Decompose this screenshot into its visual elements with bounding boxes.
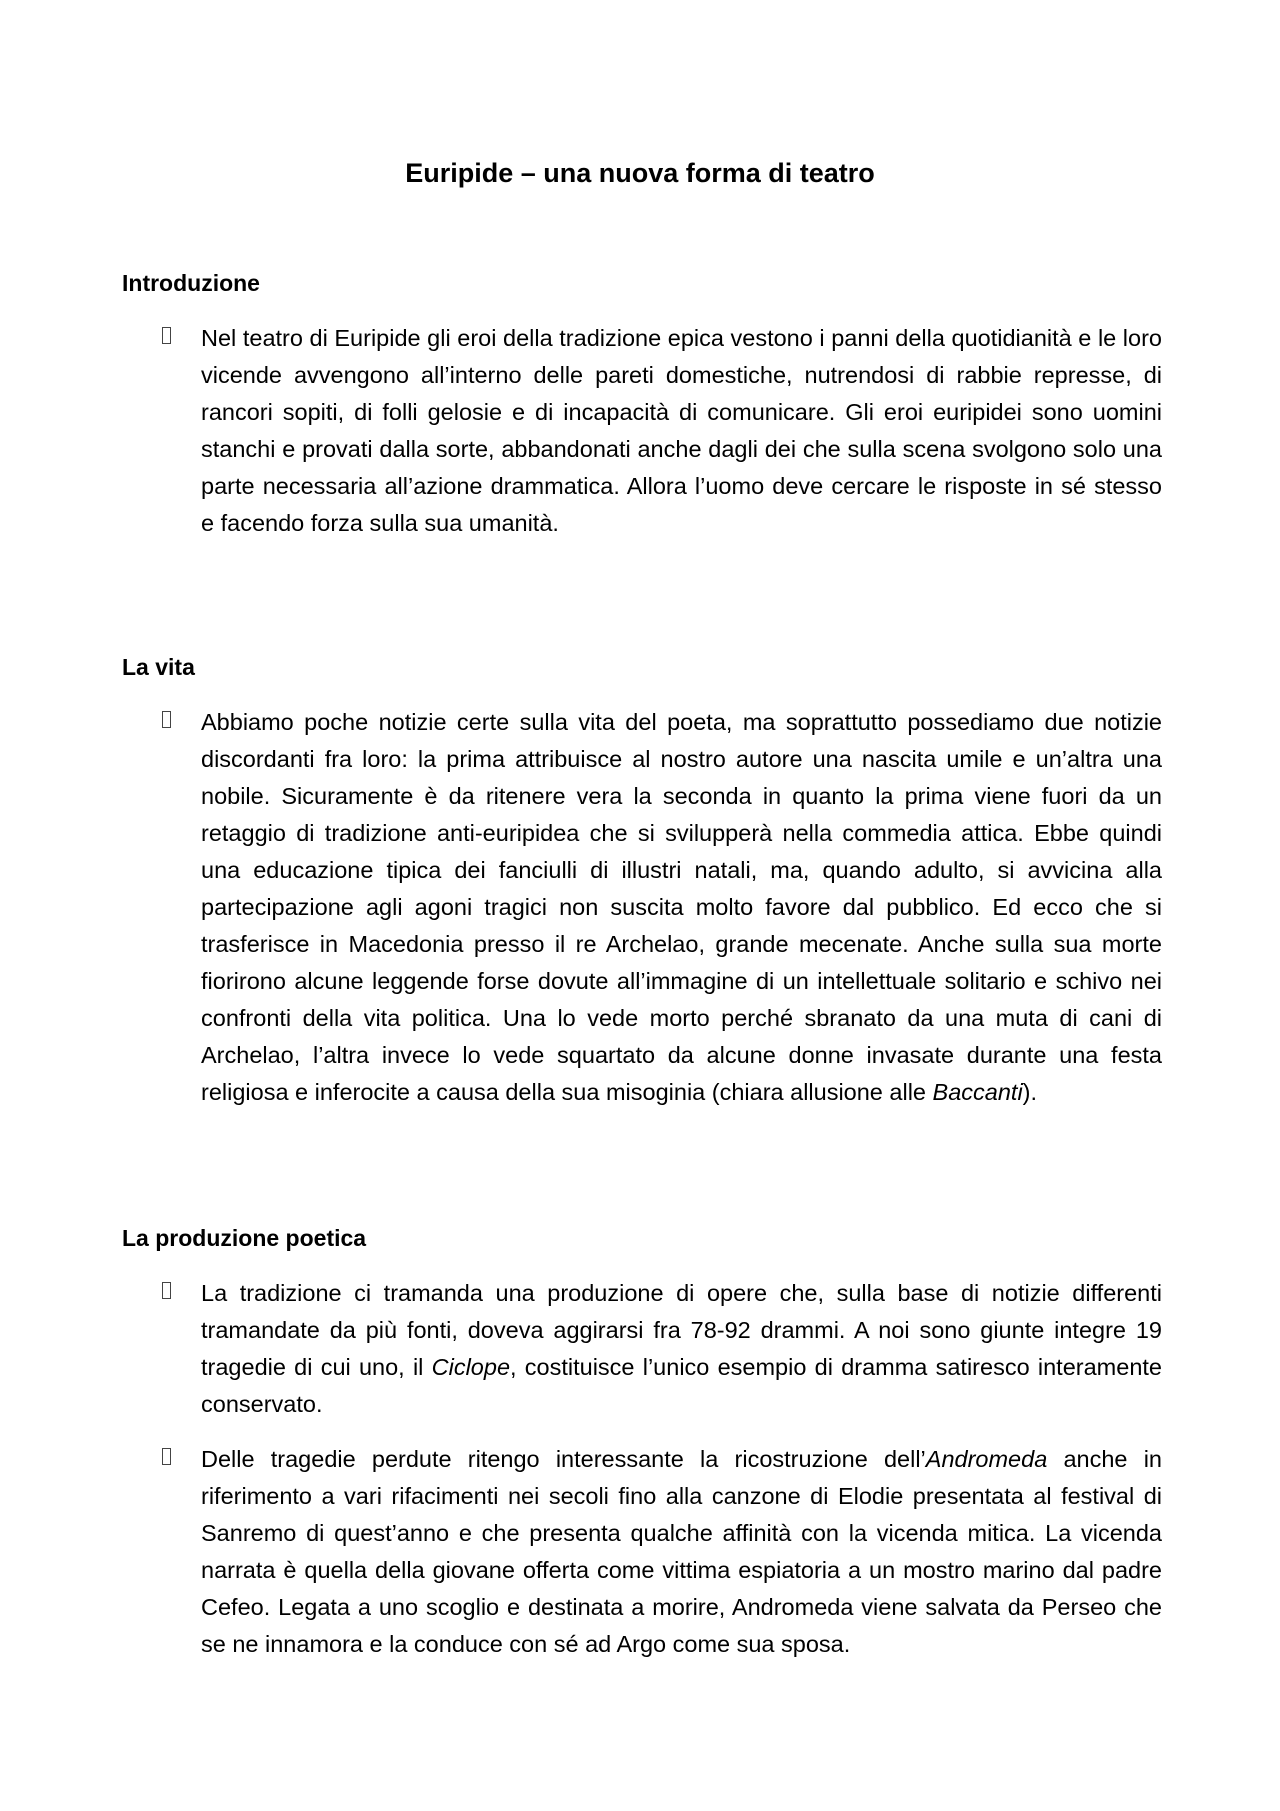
paragraph-produzione-1 [201,1275,1162,1423]
work-title-andromeda: Andromeda [925,1446,1048,1472]
bullet-icon [162,711,171,728]
document-title: Euripide – una nuova forma di teatro [405,158,875,188]
section-heading-introduzione: Introduzione [122,270,260,296]
paragraph-text: La tradizione ci tramanda una produzione di opere che, sulla base di notizie differenti tramandate da più fonti, doveva aggirarsi fra 78-92 drammi. A noi sono giunte integre 19 tragedie di cui uno, il [201,1280,1162,1380]
paragraph-text: , costituisce l’unico esempio di dramma satiresco interamente conservato. [201,1354,1162,1417]
paragraph-text: Abbiamo poche notizie certe sulla vita del poeta, ma soprattutto possediamo due notizie discordanti fra loro: la prima attribuisce al nostro autore una nascita umile e un’altra una nobile. Sicuramente è da ritenere vera la seconda in quanto la prima viene fuori da un retaggio di tradizione anti-euripidea che si svilupperà nella commedia attica. Ebbe quindi una educazione tipica dei fanciulli di illustri natali, ma, quando adulto, si avvicina alla partecipazione agli agoni tragici non suscita molto favore dal pubblico. Ed ecco che si trasferisce in Macedonia presso il re Archelao, grande mecenate. Anche sulla sua morte fiorirono alcune leggende forse dovute all’immagine di un intellettuale solitario e schivo nei confronti della vita politica. Una lo vede morto perché sbranato da una muta di cani di Archelao, l’altra invece lo vede squartato da alcune donne invasate durante una festa religiosa e inferocite a causa della sua misoginia (chiara allusione alle [201,709,1162,1105]
paragraph-produzione-2 [201,1441,1162,1663]
paragraph-text: Delle tragedie perdute ritengo interessante la ricostruzione dell’ [201,1446,926,1472]
paragraph-text: anche in riferimento a vari rifacimenti nei secoli fino alla canzone di Elodie presentata al festival di Sanremo di quest’anno e che presenta qualche affinità con la vicenda mitica. La vicenda narrata è quella della giovane offerta come vittima espiatoria a un mostro marino dal padre Cefeo. Legata a uno scoglio e destinata a morire, Andromeda viene salvata da Perseo che se ne innamora e la conduce con sé ad Argo come sua sposa. [201,1446,1162,1657]
bullet-icon [162,1448,171,1465]
bullet-icon [162,1282,171,1299]
paragraph-la-vita [201,704,1162,1111]
section-heading-la-vita: La vita [122,654,195,680]
section-heading-produzione-poetica: La produzione poetica [122,1225,367,1251]
work-title-baccanti: Baccanti [932,1079,1023,1105]
paragraph-text: ). [1022,1079,1038,1105]
work-title-ciclope: Ciclope [431,1354,511,1380]
bullet-icon [162,327,171,344]
paragraph-introduzione: Nel teatro di Euripide gli eroi della tradizione epica vestono i panni della quotidianità e le loro vicende avvengono all’interno delle pareti domestiche, nutrendosi di rabbie represse, di rancori sopiti, di folli gelosie e di incapacità di comunicare. Gli eroi euripidei sono uomini stanchi e provati dalla sorte, abbandonati anche dagli dei che sulla scena svolgono solo una parte necessaria all’azione drammatica. Allora l’uomo deve cercare le risposte in sé stesso e facendo forza sulla sua umanità. [201,325,1162,536]
